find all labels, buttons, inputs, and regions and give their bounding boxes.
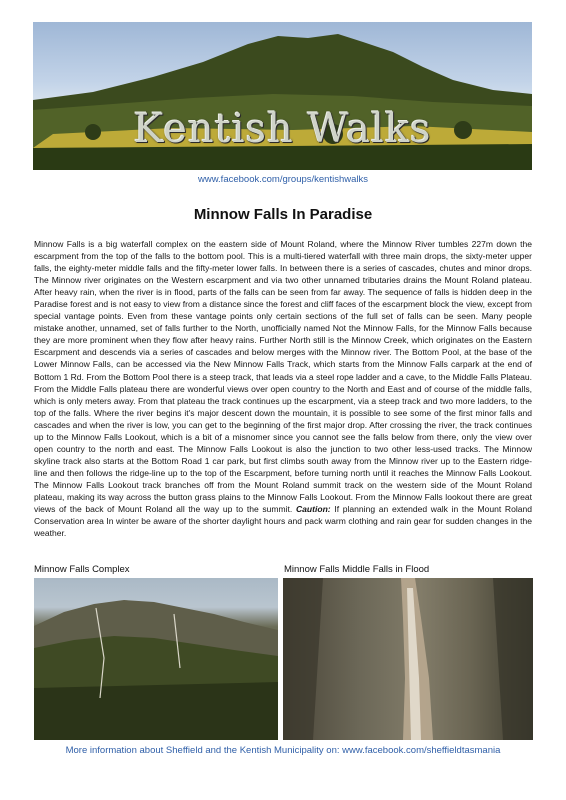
article-text: Minnow Falls is a big waterfall complex on the eastern side of Mount Roland, where the Minnow River tumbles 227m down the escarpment from the top of the falls to the bottom pool. This is a multi-tiered waterfall with three main drops, the sixty-meter upper falls, the eighty-meter middle falls and the fifty-meter lower falls. In between there is a series of cascades, chutes and minor drops. The Minnow river originates on the Western escarpment and via two other unnamed tributaries drains the Mount Roland plateau. After heavy rain, when the river is in flood, parts of the falls can be seen from far away. The sequence of falls is hidden deep in the Paradise forest and is not easy to view from a distance since the forest and cliff faces of the escarpment block the view, except from special vantage points. Even from these vantage points only certain sections of the full set of falls can be seen. Many people mistake another, unnamed, set of falls further to the North, unofficially named Not the Minnow Falls, for the Minnow Falls because they are more prominent when they flow after heavy rains. Further North still is the Minnow Creek, which originates on the Eastern Escarpment and descends via a series of cascades and below merges with the Minnow river. The Bottom Pool, at the base of the Lower Minnow Falls, can be accessed via the New Minnow Falls Track, which starts from the Minnow Falls carpark at the end of Bottom 1 Rd. From the Bottom Pool there is a steep track, that leads via a steel rope ladder and a cave, to the Middle Falls Plateau. From the Middle Falls plateau there are wonderful views over open country to the North and East and of course of the middle falls, which is only meters away. From that plateau the track continues up the escarpment, via a steep track and two more ladders, to the top of the falls. Where the river begins it's major descent down the mountain, it is possible to see some of the first minor falls and cascades and when the river is low, you can get to the beginning of the first major drop. After crossing the river, the track continues up to the Minnow Falls Lookout, which is a bit of a misnomer since you cannot see the falls below from there, only the view over open country to the north and east. The Minnow Falls Lookout is also the junction to two other less-used tracks. The Minnow skyline track also starts at the Bottom Road 1 car park, but first climbs south away from the Minnow river up to the Eastern ridge-line and then follows the ridge-line up to the top of the Escarpment, before turning north until it reaches the Minnow Falls Lookout. The Minnow Falls Lookout track branches off from the Mount Roland summit track on the western side of the Mount Roland plateau, making its way across the button grass plains to the Minnow Falls Lookout. From the Minnow Falls lookout there are great views of the back of Mount Roland all the way up to the summit. [34, 239, 532, 515]
middle-falls-flood-photo [283, 578, 533, 740]
falls-complex-photo [34, 578, 278, 740]
caution-text: If planning an extended walk in the Mount Roland Conservation area In winter be aware of the shorter daylight hours and pack warm clothing and rain gear for sudden changes in the weather. [34, 504, 532, 539]
article-title: Minnow Falls In Paradise [193, 206, 373, 223]
caution-label: Caution: [296, 504, 331, 515]
facebook-group-link[interactable]: www.facebook.com/groups/kentishwalks [197, 174, 369, 185]
banner-title: Kentish Walks [133, 106, 432, 152]
photo-caption-middle-falls: Minnow Falls Middle Falls in Flood [284, 564, 430, 575]
footer-info-link[interactable]: More information about Sheffield and the Kentish Municipality on: www.facebook.com/sheffieldtasmania [65, 745, 501, 756]
article-body [34, 238, 532, 539]
photo-caption-complex: Minnow Falls Complex [34, 564, 130, 575]
header-banner [33, 22, 532, 170]
